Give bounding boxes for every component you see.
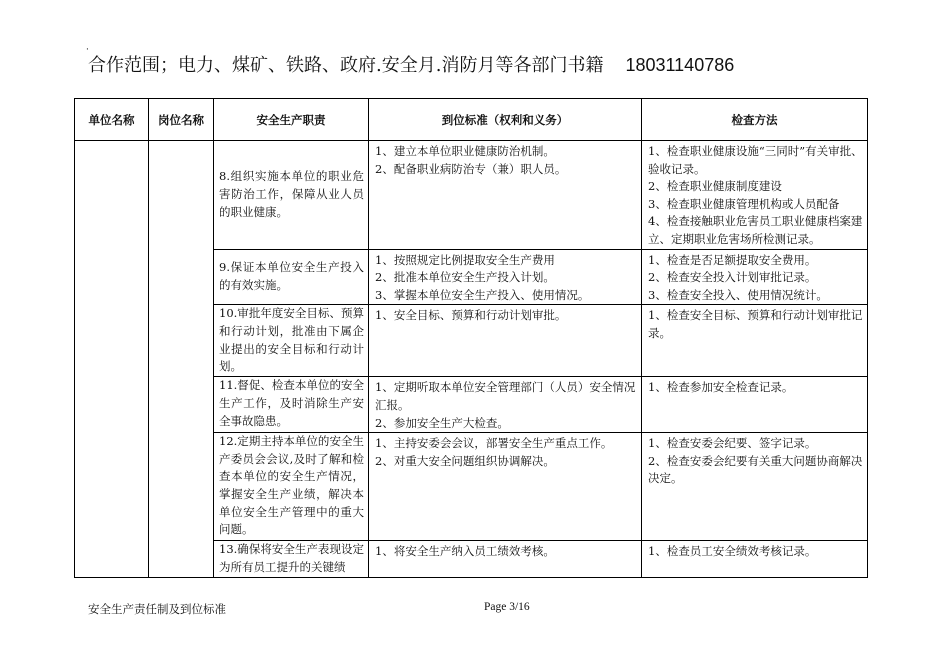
check-item: 1、检查是否足额提取安全费用。 [648, 252, 817, 267]
standard-item: 1、建立本单位职业健康防治机制。 [375, 144, 555, 158]
check-item: 1、检查参加安全检查记录。 [648, 380, 794, 395]
standard-cell [369, 377, 642, 433]
duty-cell: 11.督促、检查本单位的安全生产工作，及时消除生产安全事故隐患。 [214, 377, 369, 433]
check-cell [642, 377, 868, 433]
standard-item: 1、定期听取本单位安全管理部门（人员）安全情况汇报。 [375, 380, 636, 412]
check-cell [642, 433, 868, 541]
duty-cell: 10.审批年度安全目标、预算和行动计划，批准由下属企业提出的安全目标和行动计划。 [214, 305, 369, 377]
check-item: 3、检查安全投入、使用情况统计。 [648, 287, 828, 302]
check-cell [642, 249, 868, 305]
check-cell [642, 541, 868, 578]
standard-item: 2、批准本单位安全生产投入计划。 [375, 270, 555, 285]
table-header-row [75, 99, 868, 141]
standard-item: 3、掌握本单位安全生产投入、使用情况。 [375, 287, 590, 302]
col-duty: 安全生产职责 [214, 99, 369, 141]
header-dot: · [86, 45, 89, 55]
col-post-name: 岗位名称 [149, 99, 214, 141]
standard-cell [369, 541, 642, 578]
check-item: 1、检查员工安全绩效考核记录。 [648, 544, 817, 559]
check-item: 1、检查安全目标、预算和行动计划审批记录。 [648, 308, 863, 340]
page-number: Page 3/16 [484, 601, 530, 613]
check-item: 2、检查职业健康制度建设 [648, 179, 782, 194]
check-item: 2、检查安委会纪要有关重大问题协商解决决定。 [648, 453, 863, 486]
standard-cell [369, 433, 642, 541]
standard-cell [369, 141, 642, 250]
duty-cell: 8.组织实施本单位的职业危害防治工作，保障从业人员的职业健康。 [214, 141, 369, 250]
duty-cell: 13.确保将安全生产表现设定为所有员工提升的关键绩 [214, 541, 369, 578]
standard-item: 2、对重大安全问题组织协调解决。 [375, 453, 555, 468]
standard-item: 2、配备职业病防治专（兼）职人员。 [375, 161, 567, 176]
standard-item: 1、安全目标、预算和行动计划审批。 [375, 308, 567, 323]
standard-item: 1、主持安委会会议，部署安全生产重点工作。 [375, 436, 613, 451]
check-item: 1、检查安委会纪要、签字记录。 [648, 436, 817, 451]
check-item: 2、检查安全投入计划审批记录。 [648, 270, 817, 285]
footer-title: 安全生产责任制及到位标准 [88, 602, 226, 616]
table-row [75, 141, 868, 250]
check-item: 4、检查接触职业危害员工职业健康档案建立、定期职业危害场所检测记录。 [648, 214, 863, 246]
standard-item: 1、将安全生产纳入员工绩效考核。 [375, 544, 555, 559]
check-cell [642, 305, 868, 377]
col-standard: 到位标准（权利和义务） [369, 99, 642, 141]
standard-item: 2、参加安全生产大检查。 [375, 415, 509, 430]
duty-cell: 9.保证本单位安全生产投入的有效实施。 [214, 249, 369, 305]
col-unit-name: 单位名称 [75, 99, 149, 141]
check-item: 3、检查职业健康管理机构或人员配备 [648, 196, 840, 211]
header-text: 合作范围；电力、煤矿、铁路、政府.安全月.消防月等各部门书籍 [88, 55, 604, 76]
header-phone: 18031140786 [625, 55, 735, 75]
post-name-cell [149, 141, 214, 578]
standard-cell [369, 249, 642, 305]
duty-cell: 12.定期主持本单位的安全生产委员会会议,及时了解和检查本单位的安全生产情况，掌握安全生产业绩，解决本单位安全生产管理中的重大问题。 [214, 433, 369, 541]
check-cell [642, 141, 868, 250]
check-item: 1、检查职业健康设施“三同时”有关审批、验收记录。 [648, 144, 863, 176]
standard-item: 1、按照规定比例提取安全生产费用 [375, 252, 555, 267]
page-header [88, 52, 734, 79]
responsibility-table [74, 98, 868, 578]
col-check-method: 检查方法 [642, 99, 868, 141]
standard-cell [369, 305, 642, 377]
unit-name-cell [75, 141, 149, 578]
